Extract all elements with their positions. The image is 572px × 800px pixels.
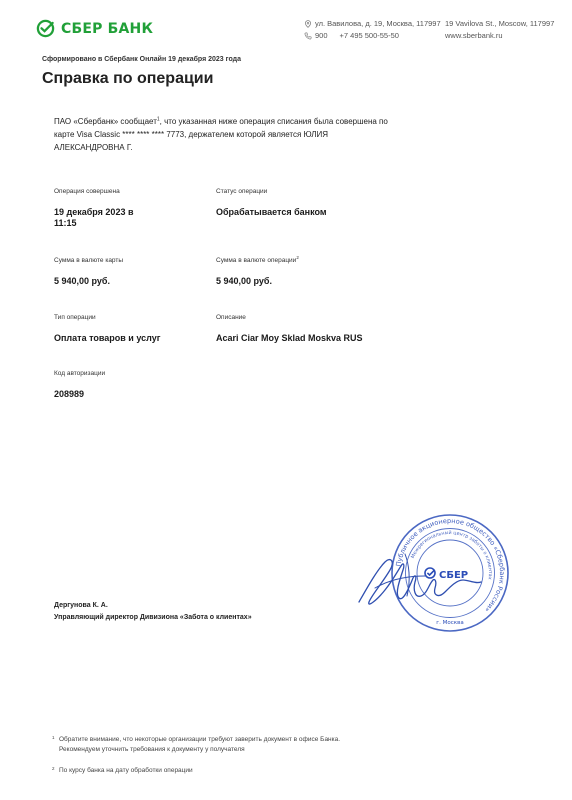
phone-icon	[304, 32, 312, 40]
footnote-text: Обратите внимание, что некоторые организации требуют заверить документ в офисе Банка. Рекомендуем уточнить требования к документу у получателя	[59, 736, 341, 753]
field-value: Acari Ciar Moy Sklad Moskva RUS	[216, 333, 363, 343]
stamp-inner-text: Межрегиональный центр заботы о клиентах	[410, 530, 493, 580]
field-value: 208989	[54, 389, 85, 399]
footnote-2	[52, 766, 382, 776]
phone-long: +7 495 500-55-50	[339, 31, 399, 40]
intro-part2: , что указанная ниже операция списания была совершена по карте Visa Classic **** **** **** 7773, держателем которой является ЮЛИЯ АЛЕКСАНДРОВНА Г.	[54, 117, 388, 152]
field-value: 5 940,00 руб.	[54, 276, 110, 286]
footnote-text: По курсу банка на дату обработки операции	[59, 767, 193, 774]
footnote-ref: 2	[296, 254, 299, 260]
field-status	[216, 188, 416, 218]
footnote-number: 2	[52, 766, 55, 771]
field-label: Тип операции	[54, 314, 96, 321]
sber-logo	[36, 19, 153, 38]
address-ru	[304, 18, 441, 42]
phone-short: 900	[315, 31, 328, 40]
field-label: Операция совершена	[54, 188, 120, 195]
intro-paragraph	[54, 115, 394, 154]
brand-name: СБЕР БАНК	[61, 20, 154, 37]
address-ru-street: ул. Вавилова, д. 19, Москва, 117997	[315, 19, 441, 28]
location-pin-icon	[304, 20, 312, 28]
address-en	[445, 18, 554, 42]
field-value: 5 940,00 руб.	[216, 276, 272, 286]
formed-line: Сформировано в Сбербанк Онлайн 19 декабря 2023 года	[42, 56, 241, 63]
footnote-1	[52, 735, 382, 755]
field-operation-type	[54, 314, 214, 344]
field-label: Код авторизации	[54, 370, 106, 377]
stamp-outer-text: Публичное акционерное общество «Сбербанк России»	[394, 516, 507, 614]
footnote-number: 1	[52, 735, 55, 740]
field-value: Оплата товаров и услуг	[54, 333, 161, 343]
signer-name: Дергунова К. А.	[54, 602, 108, 609]
field-label: Описание	[216, 314, 246, 321]
signer-block	[54, 600, 252, 624]
field-description	[216, 314, 436, 344]
intro-part1: ПАО «Сбербанк» сообщает	[54, 117, 157, 126]
field-value: Обрабатывается банком	[216, 207, 327, 217]
field-label: Сумма в валюте карты	[54, 257, 124, 264]
address-en-street: 19 Vavilova St., Moscow, 117997	[445, 19, 555, 28]
field-operation-date	[54, 188, 154, 229]
stamp-brand: СБЕР	[439, 570, 469, 581]
field-auth-code	[54, 370, 204, 400]
field-operation-amount	[216, 254, 416, 287]
stamp-city: г. Москва	[436, 620, 464, 626]
field-label: Статус операции	[216, 188, 268, 195]
website-link[interactable]: www.sberbank.ru	[445, 31, 503, 40]
intro-footnote-ref: 1	[156, 116, 160, 123]
sber-logo-icon	[36, 19, 55, 38]
page-title: Справка по операции	[42, 70, 214, 87]
signer-position: Управляющий директор Дивизиона «Забота о клиентах»	[54, 614, 252, 621]
field-card-amount	[54, 257, 204, 287]
handwritten-signature	[355, 540, 485, 620]
field-label: Сумма в валюте операции$^2$	[216, 254, 299, 264]
field-value: 19 декабря 2023 в 11:15	[54, 207, 134, 228]
